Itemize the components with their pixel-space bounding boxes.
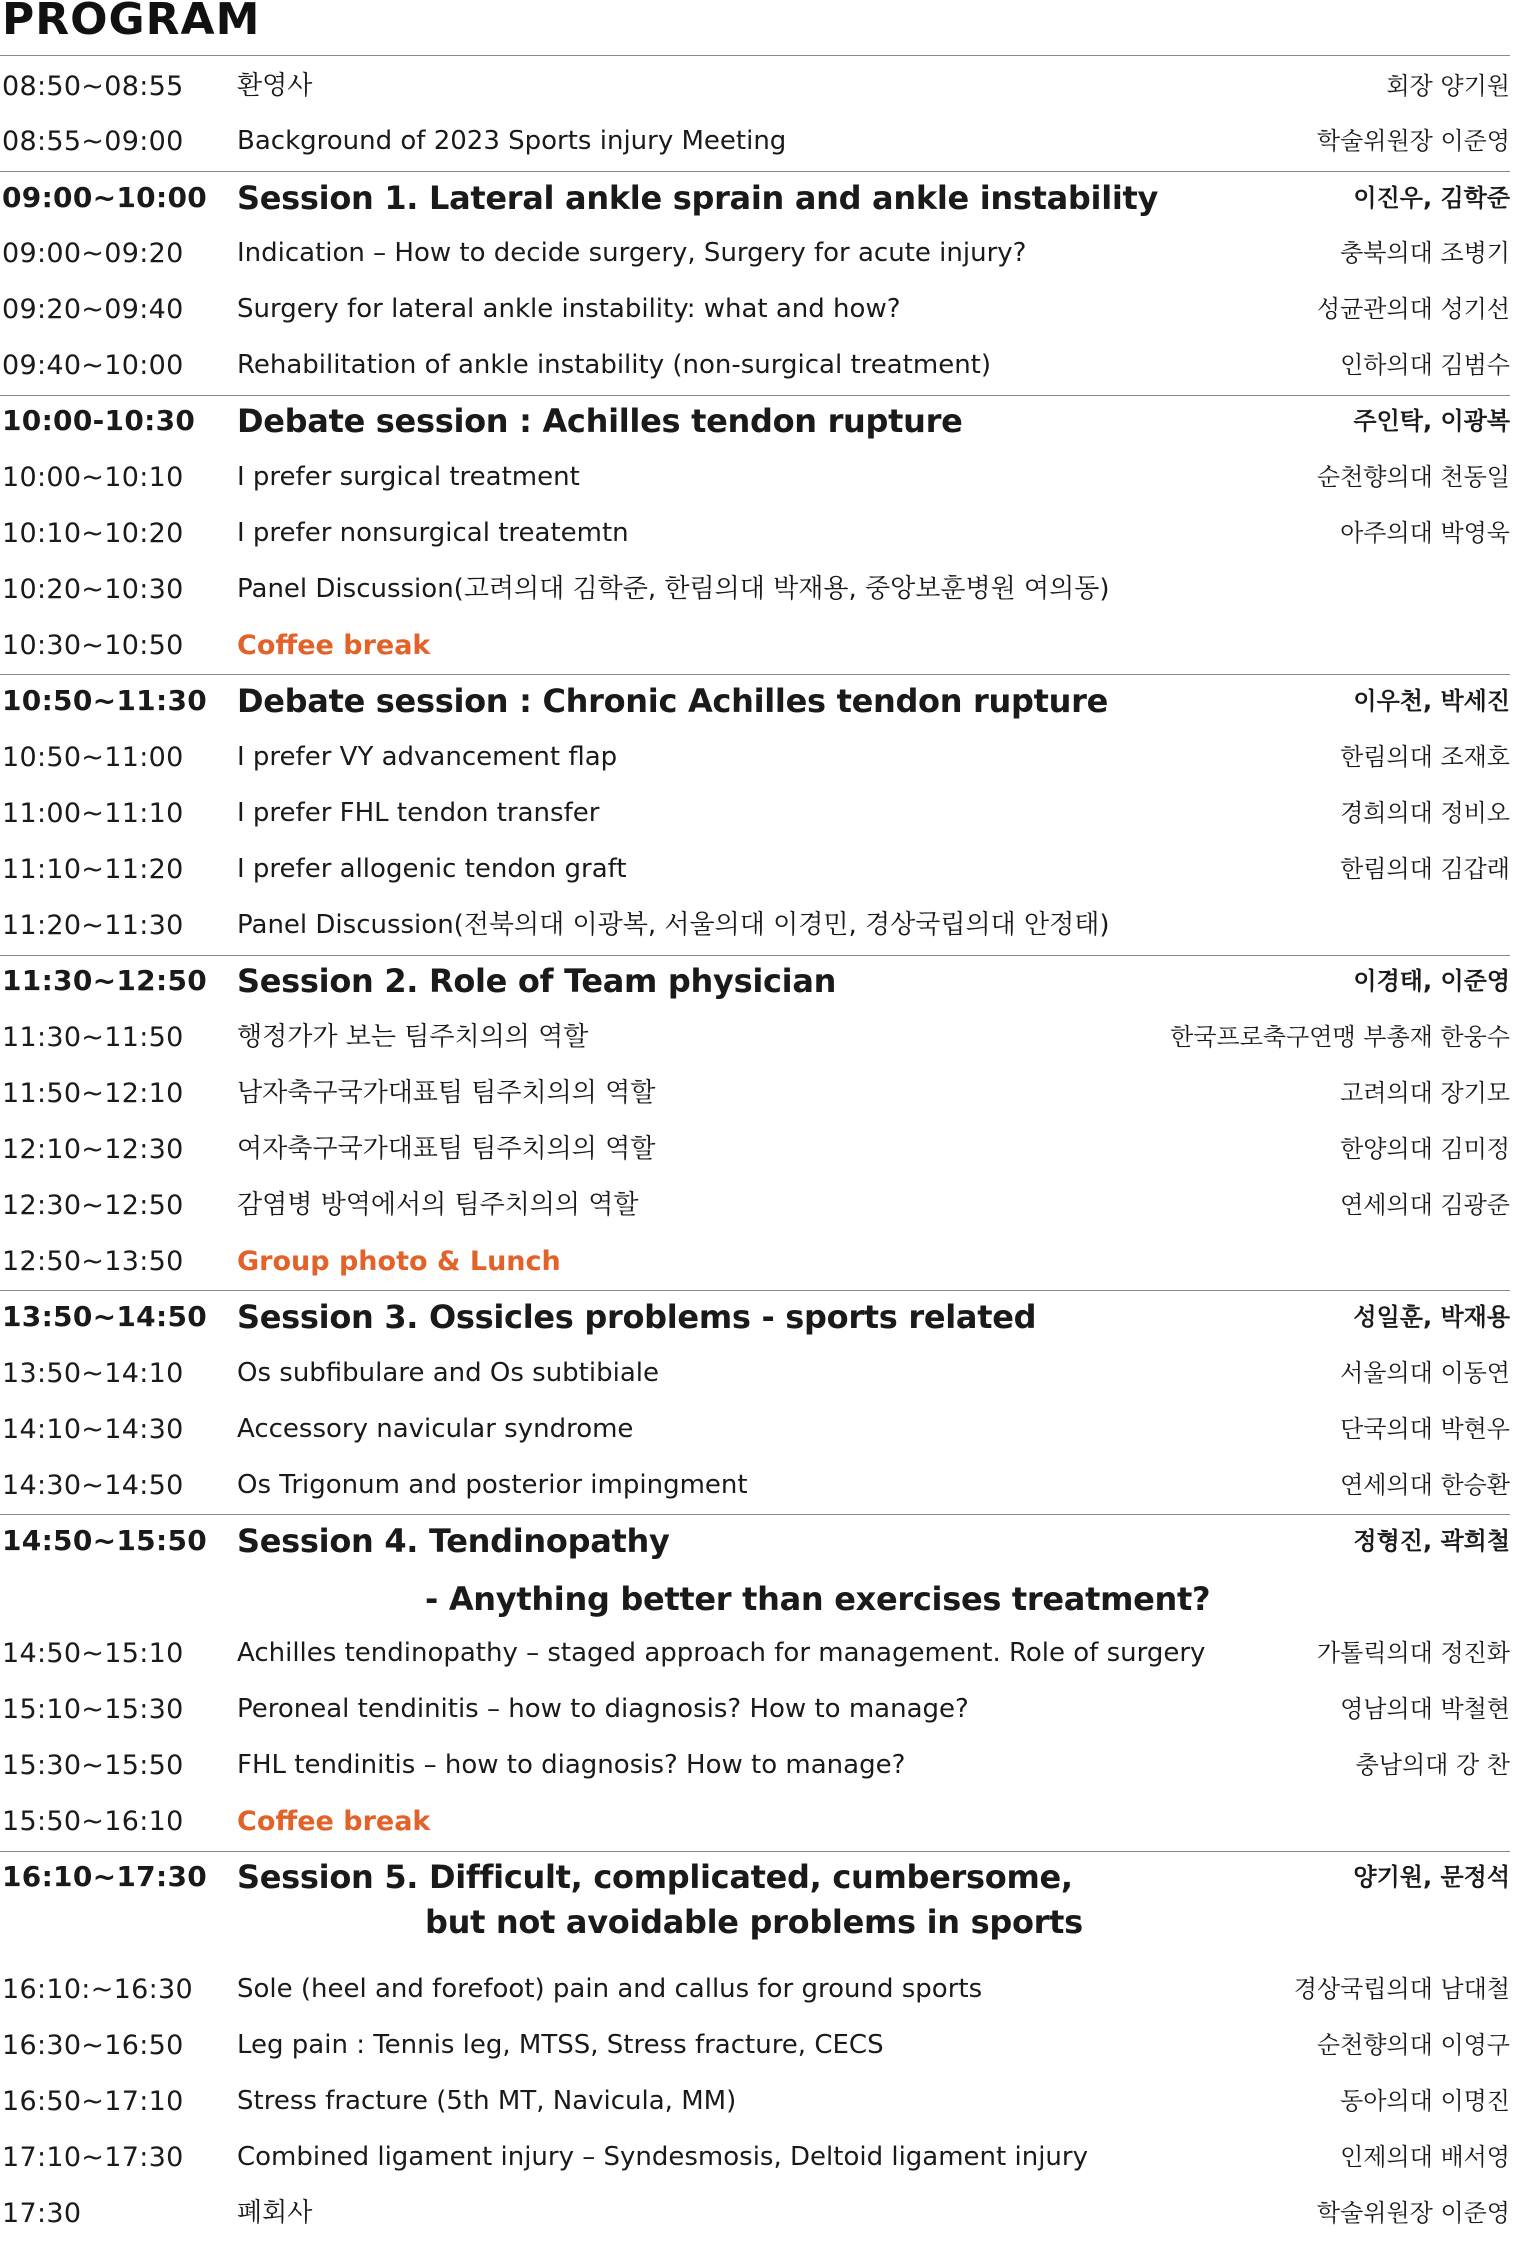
time-slot: 16:50~17:10 bbox=[2, 2086, 184, 2117]
speaker: 한림의대 김갑래 bbox=[1340, 855, 1510, 883]
talk-title: Session 1. Lateral ankle sprain and ankle instability bbox=[237, 179, 1159, 217]
schedule-row bbox=[0, 731, 1512, 785]
page-title: PROGRAM bbox=[2, 0, 261, 45]
time-slot: 15:10~15:30 bbox=[2, 1694, 184, 1725]
time-slot: 12:10~12:30 bbox=[2, 1134, 184, 1165]
schedule-row bbox=[0, 1179, 1512, 1233]
talk-title: Debate session : Achilles tendon rupture bbox=[237, 402, 963, 440]
speaker: 연세의대 한승환 bbox=[1340, 1471, 1510, 1499]
debate-session-acute-header bbox=[0, 395, 1512, 449]
talk-title: Os Trigonum and posterior impingment bbox=[237, 1470, 748, 1500]
talk-title: Achilles tendinopathy – staged approach for management. Role of surgery bbox=[237, 1638, 1206, 1668]
talk-title: Peroneal tendinitis – how to diagnosis? How to manage? bbox=[237, 1694, 969, 1724]
talk-title: Session 4. Tendinopathy bbox=[237, 1522, 670, 1560]
schedule-row bbox=[0, 1403, 1512, 1457]
talk-title: Rehabilitation of ankle instability (non-surgical treatment) bbox=[237, 350, 992, 380]
speaker: 경희의대 정비오 bbox=[1340, 799, 1510, 827]
moderators: 이경태, 이준영 bbox=[1353, 967, 1510, 995]
break-row bbox=[0, 1235, 1512, 1289]
speaker: 아주의대 박영욱 bbox=[1340, 519, 1510, 547]
schedule-row bbox=[0, 1347, 1512, 1401]
schedule-row bbox=[0, 787, 1512, 841]
session-3-header bbox=[0, 1291, 1512, 1345]
talk-title: Accessory navicular syndrome bbox=[237, 1414, 634, 1444]
talk-title: 폐회사 bbox=[237, 2198, 313, 2228]
speaker: 학술위원장 이준영 bbox=[1316, 2199, 1510, 2227]
moderators: 양기원, 문정석 bbox=[1353, 1863, 1510, 1891]
time-slot: 10:30~10:50 bbox=[2, 630, 184, 661]
moderators: 이진우, 김학준 bbox=[1353, 184, 1510, 212]
session-2-header bbox=[0, 955, 1512, 1009]
time-slot: 12:30~12:50 bbox=[2, 1190, 184, 1221]
schedule-row bbox=[0, 1627, 1512, 1681]
time-slot: 17:30 bbox=[2, 2198, 82, 2229]
schedule-row bbox=[0, 563, 1512, 617]
talk-title: 여자축구국가대표팀 팀주치의의 역할 bbox=[237, 1134, 656, 1164]
speaker: 고려의대 장기모 bbox=[1340, 1079, 1510, 1107]
session-subtitle: - Anything better than exercises treatment? bbox=[425, 1580, 1211, 1618]
talk-title: I prefer nonsurgical treatemtn bbox=[237, 518, 629, 548]
schedule-row bbox=[0, 451, 1512, 505]
talk-title: Group photo & Lunch bbox=[237, 1246, 561, 1277]
schedule-row bbox=[0, 227, 1512, 281]
talk-title: Panel Discussion(전북의대 이광복, 서울의대 이경민, 경상국립의대 안정태) bbox=[237, 910, 1110, 940]
speaker: 동아의대 이명진 bbox=[1340, 2087, 1510, 2115]
speaker: 인제의대 배서영 bbox=[1340, 2143, 1510, 2171]
speaker: 가톨릭의대 정진화 bbox=[1316, 1639, 1510, 1667]
time-slot: 14:50~15:10 bbox=[2, 1638, 184, 1669]
time-slot: 16:10~17:30 bbox=[2, 1860, 208, 1893]
time-slot: 15:50~16:10 bbox=[2, 1806, 184, 1837]
time-slot: 14:10~14:30 bbox=[2, 1414, 184, 1445]
speaker: 인하의대 김범수 bbox=[1340, 351, 1510, 379]
moderators: 정형진, 곽희철 bbox=[1353, 1527, 1510, 1555]
speaker: 학술위원장 이준영 bbox=[1316, 127, 1510, 155]
talk-title: Coffee break bbox=[237, 1806, 431, 1837]
moderators: 이우천, 박세진 bbox=[1353, 687, 1510, 715]
session-subtitle: but not avoidable problems in sports bbox=[425, 1903, 1083, 1941]
talk-title: Sole (heel and forefoot) pain and callus for ground sports bbox=[237, 1974, 983, 2004]
talk-title: Os subfibulare and Os subtibiale bbox=[237, 1358, 659, 1388]
talk-title: Panel Discussion(고려의대 김학준, 한림의대 박재용, 중앙보훈병원 여의동) bbox=[237, 574, 1110, 604]
talk-title: Session 5. Difficult, complicated, cumbersome, bbox=[237, 1858, 1073, 1896]
speaker: 충북의대 조병기 bbox=[1340, 239, 1510, 267]
time-slot: 17:10~17:30 bbox=[2, 2142, 184, 2173]
talk-title: I prefer VY advancement flap bbox=[237, 742, 618, 772]
time-slot: 15:30~15:50 bbox=[2, 1750, 184, 1781]
time-slot: 09:00~09:20 bbox=[2, 238, 184, 269]
speaker: 한양의대 김미정 bbox=[1340, 1135, 1510, 1163]
talk-title: Coffee break bbox=[237, 630, 431, 661]
talk-title: 남자축구국가대표팀 팀주치의의 역할 bbox=[237, 1078, 656, 1108]
time-slot: 16:10:~16:30 bbox=[2, 1974, 193, 2005]
debate-session-chronic-header bbox=[0, 675, 1512, 729]
session-5-header bbox=[0, 1851, 1512, 1905]
schedule-row bbox=[0, 283, 1512, 337]
time-slot: 09:40~10:00 bbox=[2, 350, 184, 381]
talk-title: Stress fracture (5th MT, Navicula, MM) bbox=[237, 2086, 737, 2116]
talk-title: I prefer allogenic tendon graft bbox=[237, 854, 627, 884]
schedule-row bbox=[0, 1963, 1512, 2017]
time-slot: 13:50~14:10 bbox=[2, 1358, 184, 1389]
section-divider bbox=[0, 55, 1510, 56]
schedule-row bbox=[0, 2019, 1512, 2073]
schedule-row bbox=[0, 1739, 1512, 1793]
moderators: 주인탁, 이광복 bbox=[1353, 407, 1510, 435]
time-slot: 11:00~11:10 bbox=[2, 798, 184, 829]
schedule-row bbox=[0, 1123, 1512, 1177]
schedule-row bbox=[0, 1067, 1512, 1121]
time-slot: 14:30~14:50 bbox=[2, 1470, 184, 1501]
speaker: 충남의대 강 찬 bbox=[1355, 1751, 1510, 1779]
time-slot: 12:50~13:50 bbox=[2, 1246, 184, 1277]
talk-title: Background of 2023 Sports injury Meeting bbox=[237, 126, 787, 156]
time-slot: 10:10~10:20 bbox=[2, 518, 184, 549]
speaker: 한림의대 조재호 bbox=[1340, 743, 1510, 771]
time-slot: 10:50~11:30 bbox=[2, 684, 208, 717]
time-slot: 10:00~10:10 bbox=[2, 462, 184, 493]
break-row bbox=[0, 1795, 1512, 1849]
schedule-row bbox=[0, 60, 1512, 114]
time-slot: 09:00~10:00 bbox=[2, 181, 208, 214]
speaker: 서울의대 이동연 bbox=[1340, 1359, 1510, 1387]
talk-title: 환영사 bbox=[237, 71, 313, 101]
schedule-row bbox=[0, 339, 1512, 393]
speaker: 영남의대 박철현 bbox=[1340, 1695, 1510, 1723]
talk-title: Session 3. Ossicles problems - sports related bbox=[237, 1298, 1037, 1336]
talk-title: Combined ligament injury – Syndesmosis, Deltoid ligament injury bbox=[237, 2142, 1088, 2172]
schedule-row bbox=[0, 1683, 1512, 1737]
time-slot: 10:20~10:30 bbox=[2, 574, 184, 605]
talk-title: Surgery for lateral ankle instability: what and how? bbox=[237, 294, 901, 324]
speaker: 연세의대 김광준 bbox=[1340, 1191, 1510, 1219]
time-slot: 11:50~12:10 bbox=[2, 1078, 184, 1109]
schedule-row bbox=[0, 899, 1512, 953]
time-slot: 16:30~16:50 bbox=[2, 2030, 184, 2061]
time-slot: 09:20~09:40 bbox=[2, 294, 184, 325]
talk-title: I prefer surgical treatment bbox=[237, 462, 580, 492]
time-slot: 08:50~08:55 bbox=[2, 71, 184, 102]
speaker: 순천향의대 이영구 bbox=[1316, 2031, 1510, 2059]
talk-title: FHL tendinitis – how to diagnosis? How to manage? bbox=[237, 1750, 906, 1780]
time-slot: 11:30~12:50 bbox=[2, 964, 208, 997]
schedule-row bbox=[0, 843, 1512, 897]
talk-title: Indication – How to decide surgery, Surgery for acute injury? bbox=[237, 238, 1027, 268]
break-row bbox=[0, 619, 1512, 673]
session-1-header bbox=[0, 172, 1512, 226]
talk-title: Debate session : Chronic Achilles tendon rupture bbox=[237, 682, 1108, 720]
moderators: 성일훈, 박재용 bbox=[1353, 1303, 1510, 1331]
time-slot: 14:50~15:50 bbox=[2, 1524, 208, 1557]
time-slot: 11:30~11:50 bbox=[2, 1022, 184, 1053]
speaker: 회장 양기원 bbox=[1386, 72, 1510, 100]
schedule-row bbox=[0, 1011, 1512, 1065]
time-slot: 13:50~14:50 bbox=[2, 1300, 208, 1333]
session-4-header bbox=[0, 1515, 1512, 1569]
talk-title: I prefer FHL tendon transfer bbox=[237, 798, 600, 828]
talk-title: Leg pain : Tennis leg, MTSS, Stress fracture, CECS bbox=[237, 2030, 884, 2060]
speaker: 한국프로축구연맹 부총재 한웅수 bbox=[1170, 1023, 1510, 1051]
schedule-row bbox=[0, 1459, 1512, 1513]
time-slot: 10:00-10:30 bbox=[2, 404, 196, 437]
time-slot: 08:55~09:00 bbox=[2, 126, 184, 157]
schedule-row bbox=[0, 507, 1512, 561]
speaker: 경상국립의대 남대철 bbox=[1293, 1975, 1510, 2003]
talk-title: 감염병 방역에서의 팀주치의의 역할 bbox=[237, 1190, 639, 1220]
schedule-row bbox=[0, 115, 1512, 169]
time-slot: 10:50~11:00 bbox=[2, 742, 184, 773]
schedule-row bbox=[0, 2131, 1512, 2185]
speaker: 순천향의대 천동일 bbox=[1316, 463, 1510, 491]
talk-title: 행정가가 보는 팀주치의의 역할 bbox=[237, 1022, 589, 1052]
talk-title: Session 2. Role of Team physician bbox=[237, 962, 837, 1000]
speaker: 성균관의대 성기선 bbox=[1316, 295, 1510, 323]
schedule-row bbox=[0, 2075, 1512, 2129]
speaker: 단국의대 박현우 bbox=[1340, 1415, 1510, 1443]
time-slot: 11:10~11:20 bbox=[2, 854, 184, 885]
schedule-row bbox=[0, 2187, 1512, 2241]
time-slot: 11:20~11:30 bbox=[2, 910, 184, 941]
